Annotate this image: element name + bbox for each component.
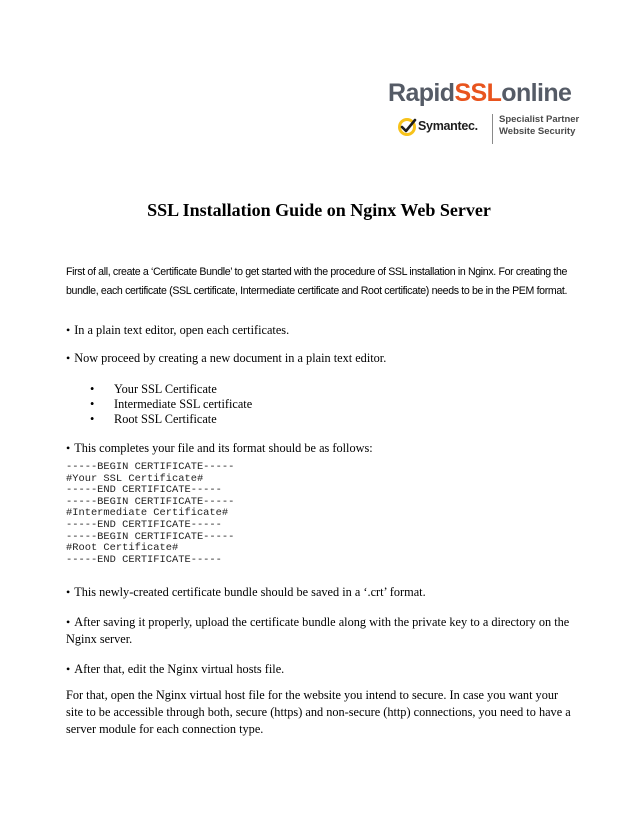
rapidssl-symantec-logo [388,78,580,150]
code-line: #Intermediate Certificate# [66,507,229,520]
bullet-new-document: • Now proceed by creating a new document in a plain text editor. [66,350,572,367]
list-item: • Intermediate SSL certificate [90,397,253,411]
bullet-edit-hosts: • After that, edit the Nginx virtual hosts file. [66,661,572,678]
code-line: -----BEGIN CERTIFICATE----- [66,495,235,508]
symantec-check-icon [396,116,418,138]
code-line: -----BEGIN CERTIFICATE----- [66,461,235,473]
partner-line-1: Specialist Partner [499,114,580,125]
code-line: -----BEGIN CERTIFICATE----- [66,530,235,543]
symantec-wordmark: Symantec. [418,119,478,133]
code-line: -----END CERTIFICATE----- [66,518,222,531]
code-line: -----END CERTIFICATE----- [66,553,222,566]
closing-paragraph: For that, open the Nginx virtual host file for the website you intend to secure. In case you want your site to be accessible through both, secure (https) and non-secure (http) connections, you need to have a server module for each connection type. [66,688,571,736]
bullet-dot-icon: • [90,412,95,426]
rapidsslonline-wordmark: RapidSSLonline [388,79,572,107]
certificate-bundle-code [66,462,234,566]
bullet-upload-bundle: • After saving it properly, upload the certificate bundle along with the private key to a directory on the Nginx server. [66,614,572,648]
partner-line-2: Website Security [499,126,576,137]
bullet-dot-icon: • [90,382,95,396]
bullet-format: • This completes your file and its format should be as follows: [66,440,572,457]
partner-caption [499,114,579,138]
code-line: #Your SSL Certificate# [66,472,204,485]
bullet-dot-icon: • [90,397,95,411]
list-item: • Your SSL Certificate [90,382,217,396]
certificate-list [90,382,252,427]
list-item: • Root SSL Certificate [90,412,217,426]
code-line: #Root Certificate# [66,542,179,555]
bullet-open-certificates: • In a plain text editor, open each certificates. [66,322,572,339]
logo-divider [492,114,493,144]
intro-paragraph: First of all, create a ‘Certificate Bundle’ to get started with the procedure of SSL installation in Nginx. For creating the bundle, each certificate (SSL certificate, Intermediate certificate and Root certificate) needs to be in the PEM format. [66,266,568,297]
page-title: SSL Installation Guide on Nginx Web Server [147,200,491,220]
bullet-save-crt: • This newly-created certificate bundle should be saved in a ‘.crt’ format. [66,584,572,601]
code-line: -----END CERTIFICATE----- [66,484,222,497]
